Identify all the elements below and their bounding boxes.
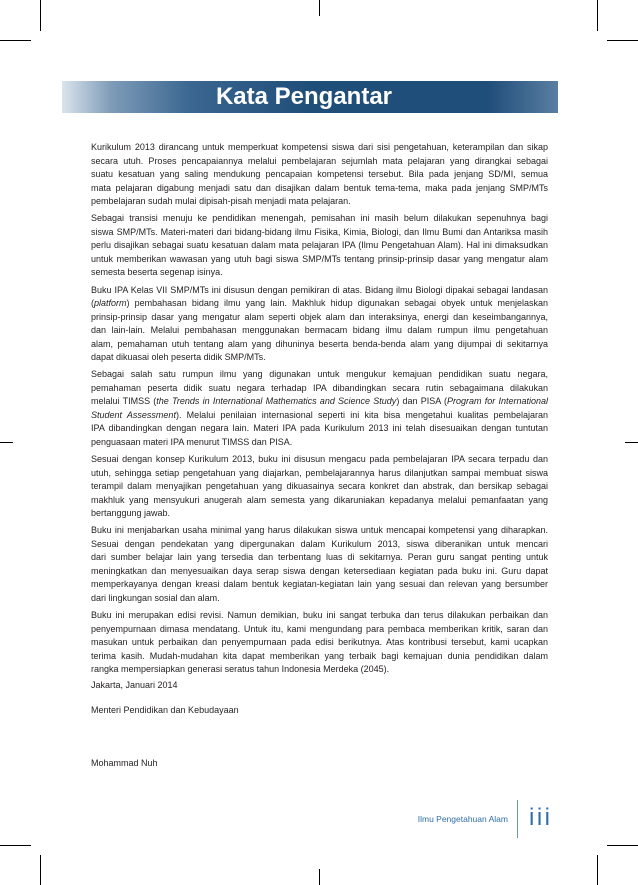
line-text: Buku IPA Kelas VII SMP/MTs ini disusun dengan pemikiran di atas. Bidang ilmu Biologi dipakai sebagai landasan — [91, 284, 548, 295]
line-text: semesta beserta segenap isinya. — [91, 267, 223, 278]
text-line — [91, 311, 548, 325]
paragraph — [91, 284, 548, 365]
text-line — [91, 195, 548, 209]
text-line — [91, 338, 548, 352]
line-text: Sesuai dengan pendekatan yang dipergunakan dalam Kurikulum 2013, siswa diberanikan untuk mencari — [91, 538, 548, 549]
text-line — [91, 351, 548, 365]
text-line — [91, 623, 548, 637]
text-line — [91, 422, 548, 436]
line-text: alam, pemahaman utuh tentang alam yang dihuninya beserta benda-benda alam yang dijumpai di sekitarnya — [91, 338, 549, 349]
line-text: bertanggung jawab. — [91, 508, 171, 518]
line-text: penguasaan materi IPA menurut TIMSS dan PISA. — [91, 436, 293, 447]
line-text: pembelajaran sudah mulai dipisah-pisah menjadi mata pelajaran. — [91, 196, 351, 206]
line-text: pemahaman peserta didik suatu negara terhadap IPA dibandingkan secara rutin sebagaimana dilakukan — [91, 382, 548, 393]
line-text: makhluk yang mensyukuri anugerah alam semesta yang dikaruniakan kepadanya melalui pemanfaatan yang — [91, 494, 548, 505]
text-line — [91, 182, 548, 196]
line-text: IPA dibandingkan dengan negara lain. Materi IPA pada Kurikulum 2013 ini telah disesuaikan dengan tuntutan — [91, 423, 548, 434]
line-text: dari lingkungan sosial dan alam. — [91, 592, 220, 603]
text-line — [91, 409, 548, 423]
text-line — [91, 609, 548, 623]
text-line — [91, 168, 548, 182]
page-number: iii — [529, 804, 553, 831]
italic-term: platform — [94, 298, 127, 308]
text-line — [91, 551, 548, 565]
text-line — [91, 324, 548, 338]
text-segment: ( — [91, 298, 94, 308]
line-text: memperkayanya dengan kreasi dalam bentuk kegiatan-kegiatan lain yang sesuai dan relevan yang bersumber — [91, 579, 548, 590]
text-line — [91, 284, 548, 298]
italic-term: the Trends in International Mathematics and Science Study — [156, 396, 397, 407]
line-text: Kurikulum 2013 dirancang untuk memperkuat kompetensi siswa dari sisi pengetahuan, keterampilan dan sikap — [91, 142, 548, 152]
paragraph — [91, 609, 548, 677]
line-text: prinsip-prinsip dasar yang mengatur alam seperti objek alam dan interaksinya, energi dan keseimbangannya, — [91, 311, 548, 322]
line-text: penyempurnaan dimasa mendatang. Untuk itu, kami mengundang para pembaca memberikan kritik, saran dan — [91, 623, 548, 634]
line-text: rangka mempersiapkan generasi seratus tahun Indonesia Merdeka (2045). — [91, 664, 390, 674]
line-text: untuk memberikan wawasan yang utuh bagi siswa SMP/MTs tentang prinsip-prinsip dasar yang mengatur alam — [91, 253, 548, 264]
signatory-position: Menteri Pendidikan dan Kebudayaan — [91, 705, 239, 715]
crop-mark — [597, 0, 598, 31]
line-text: Buku ini merupakan edisi revisi. Namun demikian, buku ini sangat terbuka dan terus dilakukan perbaikan dan — [91, 610, 548, 620]
text-line — [91, 507, 548, 521]
line-text: Sesuai dengan konsep Kurikulum 2013, buku ini disusun mengacu pada pembelajaran IPA secara terpadu dan — [91, 454, 548, 464]
crop-mark — [607, 845, 638, 846]
italic-term: Program for International — [447, 396, 548, 407]
crop-mark — [319, 869, 320, 885]
text-segment: ) pembahasan bidang ilmu yang lain. Makhluk hidup digunakan sebagai obyek untuk menjelaskan — [126, 298, 548, 308]
text-line — [91, 212, 548, 226]
italic-term: Student Assessment — [91, 409, 176, 420]
line-text: secara utuh. Proses pencapaiannya melalui pembelajaran sejumlah mata pelajaran yang dirangkai sebagai — [91, 155, 548, 166]
crop-mark — [319, 0, 320, 16]
text-segment: ) dan PISA ( — [396, 396, 447, 407]
line-text: dan lain-lain. Melalui pembahasan menggunakan bermacam bidang ilmu dalam rumpun ilmu pengetahuan — [91, 325, 548, 335]
text-line — [91, 382, 548, 396]
place-date: Jakarta, Januari 2014 — [91, 680, 178, 690]
line-text: terima kasih. Mudah-mudahan kita dapat memberikan yang terbaik bagi kemajuan dunia pendidikan dalam — [91, 650, 549, 661]
text-line — [91, 453, 548, 467]
paragraph — [91, 212, 548, 280]
line-text — [91, 298, 548, 308]
text-line — [91, 141, 548, 155]
text-line — [91, 155, 548, 169]
paragraph — [91, 141, 548, 209]
text-line — [91, 480, 548, 494]
crop-mark — [40, 855, 41, 885]
line-text: Sebagai transisi menuju ke pendidikan menengah, pemisahan ini masih belum dilakukan sepenuhnya bagi — [91, 213, 548, 224]
crop-mark — [40, 0, 41, 31]
text-line — [91, 297, 548, 311]
line-text: utuh, sehingga setiap pengetahuan yang diajarkan, pembelajarannya harus dilanjutkan sampai membuat siswa — [91, 467, 548, 478]
footer-divider — [517, 800, 518, 838]
line-text — [91, 410, 548, 420]
line-text: mata pelajaran digabung menjadi satu dan disajikan dalam bentuk tema-tema, maka pada jenjang SMP/MTs — [91, 182, 548, 193]
text-line — [91, 253, 548, 267]
line-text: terampil dalam menyajikan pengetahuan yang dikuasainya secara konkret dan abstrak, dan bersikap sebagai — [91, 481, 548, 491]
crop-mark — [0, 845, 31, 846]
crop-mark — [597, 855, 598, 885]
text-line — [91, 565, 548, 579]
crop-mark — [625, 442, 638, 443]
crop-mark — [0, 40, 31, 41]
line-text: suatu kesatuan yang saling mendukung pencapaian kompetensi tersebut. Bila pada jenjang SD/MI, semua — [91, 169, 548, 179]
crop-mark — [607, 40, 638, 41]
text-line — [91, 538, 548, 552]
line-text: perlu disajikan sebagai suatu kesatuan dalam mata pelajaran IPA (Ilmu Pengetahuan Alam). Hal ini dimaksudkan — [91, 240, 548, 251]
text-line — [91, 239, 548, 253]
text-line — [91, 226, 548, 240]
text-line — [91, 663, 548, 677]
text-line — [91, 266, 548, 280]
body-text — [91, 141, 548, 680]
crop-mark — [0, 442, 13, 443]
paragraph — [91, 368, 548, 449]
line-text: siswa SMP/MTs. Materi-materi dari bidang-bidang ilmu Fisika, Kimia, Biologi, dan Ilmu Bumi dan Antariksa masih — [91, 226, 548, 237]
text-line — [91, 578, 548, 592]
page-title: Kata Pengantar — [215, 83, 393, 110]
line-text: dapat dikuasai oleh peserta didik SMP/MTs. — [91, 352, 266, 362]
line-text: meningkatkan dan menyesuaikan daya serap siswa dengan ketersediaan kegiatan pada buku ini. Guru dapat — [91, 565, 548, 576]
line-text: dari sumber belajar lain yang tersedia dan terbentang luas di sekitarnya. Peran guru sangat penting untuk — [91, 552, 548, 563]
line-text: masukan untuk perbaikan dan penyempurnaan pada edisi berikutnya. Atas kontribusi tersebut, kami ucapkan — [91, 637, 548, 647]
paragraph — [91, 524, 548, 605]
text-line — [91, 395, 548, 409]
text-line — [91, 650, 548, 664]
signatory-name: Mohammad Nuh — [91, 758, 158, 768]
line-text: Sebagai salah satu rumpun ilmu yang digunakan untuk mengukur kemajuan pendidikan suatu negara, — [91, 369, 548, 380]
text-segment: melalui TIMSS ( — [91, 396, 157, 407]
text-segment: ). Melalui penilaian internasional seperti ini kita bisa mengetahui kualitas pembelajaran — [175, 409, 548, 420]
line-text — [91, 396, 548, 406]
text-line — [91, 494, 548, 508]
text-line — [91, 592, 548, 606]
paragraph — [91, 453, 548, 521]
text-line — [91, 368, 548, 382]
text-line — [91, 467, 548, 481]
text-line — [91, 524, 548, 538]
footer-book-title: Ilmu Pengetahuan Alam — [417, 814, 508, 824]
text-line — [91, 636, 548, 650]
text-line — [91, 436, 548, 450]
line-text: Buku ini menjabarkan usaha minimal yang harus dilakukan siswa untuk mencapai kompetensi yang diharapkan. — [91, 525, 548, 536]
